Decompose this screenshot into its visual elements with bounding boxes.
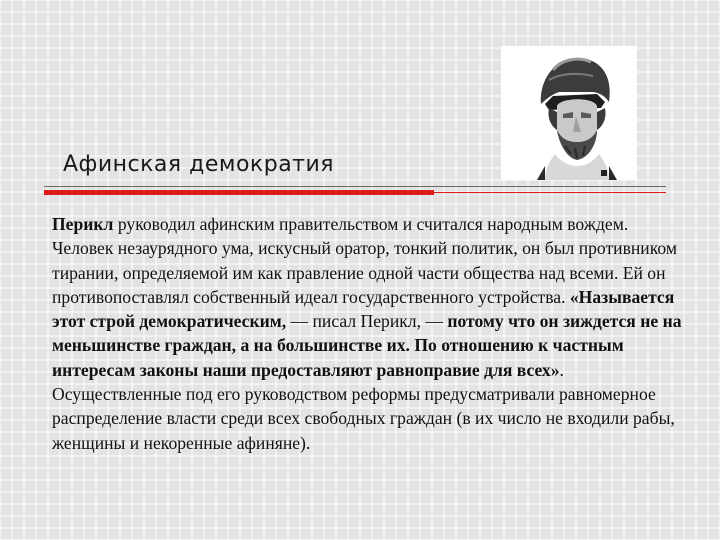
text-run: . Осуществленные под его руководством реформы предусматривали равномерное распределение власти среди всех свободных граждан (в их число не входили рабы, женщины и некоренные афиняне). (52, 359, 675, 453)
bust-icon (501, 46, 637, 180)
title-rule-red-thin (434, 192, 666, 193)
slide-title: Афинская демократия (63, 152, 335, 177)
pericles-portrait (501, 46, 637, 180)
text-run: Перикл (52, 214, 114, 234)
title-rule-gray (44, 186, 666, 187)
text-run: потому что он зиждется не на меньшинстве граждан, а на большинстве их. По отношению к частным интересам законы наши предоставляют равноправие для всех» (52, 311, 682, 380)
text-run: — писал Перикл, — (286, 311, 448, 332)
title-rule-red-thick (44, 190, 434, 195)
text-run: «Называется этот строй демократическим, (52, 286, 675, 332)
text-run: руководил афинским правительством и считался народным вождем. Человек незаурядного ума, искусный оратор, тонкий политик, он был противником тирании, определяемой им как правление одной части общества над всеми. Ей он противопоставлял собственный идеал государственного устройства. (52, 214, 677, 307)
slide-body-paragraph (52, 212, 694, 455)
